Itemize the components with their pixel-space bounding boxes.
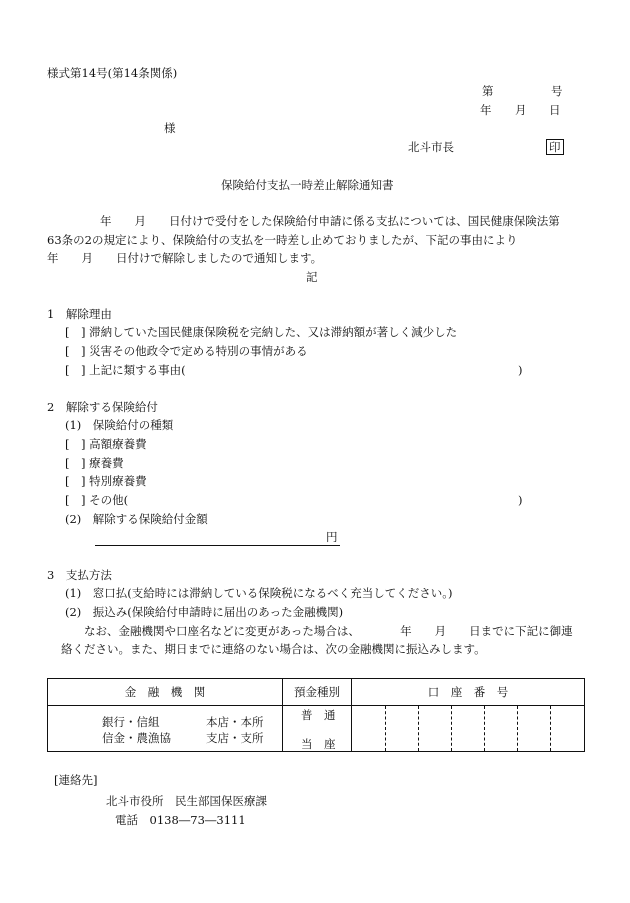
- digit-divider: [451, 706, 452, 751]
- seal-mark: 印: [546, 139, 564, 155]
- section2-heading: 2 解除する保険給付: [47, 400, 158, 414]
- benefit-item-4: [ ] その他(: [65, 493, 129, 507]
- digit-divider: [484, 706, 485, 751]
- header-account-number: 口 座 番 号: [352, 679, 585, 706]
- header-institution: 金 融 機 関: [48, 679, 283, 706]
- form-number: 様式第14号(第14条関係): [47, 66, 178, 80]
- contact-label: [連絡先]: [54, 773, 98, 787]
- account-number-cell: [352, 706, 585, 752]
- reason-item-3-close: ): [518, 363, 523, 377]
- date-month: 月: [515, 103, 527, 117]
- ki-label: 記: [306, 270, 318, 284]
- amount-heading: (2) 解除する保険給付金額: [65, 512, 208, 526]
- branch-types-1: 本店・本所: [206, 715, 264, 729]
- branch-types-2: 支店・支所: [206, 731, 264, 745]
- bank-table: [47, 678, 585, 752]
- issuer: 北斗市長: [408, 140, 454, 154]
- digit-divider: [418, 706, 419, 751]
- payment-option-2: (2) 振込み(保険給付申請時に届出のあった金融機関): [65, 605, 344, 619]
- digit-divider: [550, 706, 551, 751]
- document-title: 保険給付支払一時差止解除通知書: [221, 178, 394, 192]
- header-deposit-type: 預金種別: [283, 679, 352, 706]
- body-line-1: 年 月 日付けで受付をした保険給付申請に係る支払については、国民健康保険法第: [100, 214, 560, 228]
- section3-heading: 3 支払方法: [47, 568, 112, 582]
- payment-note-1: なお、金融機関や口座名などに変更があった場合は、 年 月 日までに下記に御連: [84, 624, 573, 638]
- addressee-suffix: 様: [164, 121, 176, 135]
- deposit-type-cell: [283, 706, 352, 752]
- institution-cell: [48, 706, 283, 752]
- digit-divider: [517, 706, 518, 751]
- bank-types-2: 信金・農漁協: [102, 731, 171, 745]
- date-day: 日: [549, 103, 561, 117]
- date-year: 年: [480, 103, 492, 117]
- body-line-2: 63条の2の規定により、保険給付の支払を一時差し止めておりましたが、下記の事由により: [47, 233, 518, 247]
- yen-label: 円: [326, 530, 338, 544]
- benefit-type-heading: (1) 保険給付の種類: [65, 418, 174, 432]
- payment-option-1: (1) 窓口払(支給時には滞納している保険税になるべく充当してください。): [65, 586, 453, 600]
- digit-divider: [385, 706, 386, 751]
- deposit-type-2: 当 座: [301, 737, 336, 751]
- body-line-3: 年 月 日付けで解除しましたので通知します。: [47, 251, 323, 265]
- number-dai: 第: [482, 84, 494, 98]
- contact-phone: 電話 0138―73―3111: [115, 813, 246, 827]
- bank-types-1: 銀行・信組: [102, 715, 160, 729]
- contact-office: 北斗市役所 民生部国保医療課: [106, 794, 267, 808]
- deposit-type-1: 普 通: [301, 708, 336, 722]
- amount-line: [95, 545, 340, 546]
- payment-note-2: 絡ください。また、期日までに連絡のない場合は、次の金融機関に振込みします。: [61, 642, 486, 656]
- reason-item-1: [ ] 滞納していた国民健康保険税を完納した、又は滞納額が著しく減少した: [65, 325, 458, 339]
- benefit-item-3: [ ] 特別療養費: [65, 474, 147, 488]
- section1-heading: 1 解除理由: [47, 307, 112, 321]
- reason-item-3: [ ] 上記に類する事由(: [65, 363, 186, 377]
- benefit-item-1: [ ] 高額療養費: [65, 437, 147, 451]
- benefit-item-4-close: ): [518, 493, 523, 507]
- reason-item-2: [ ] 災害その他政令で定める特別の事情がある: [65, 344, 308, 358]
- benefit-item-2: [ ] 療養費: [65, 456, 124, 470]
- number-go: 号: [551, 84, 563, 98]
